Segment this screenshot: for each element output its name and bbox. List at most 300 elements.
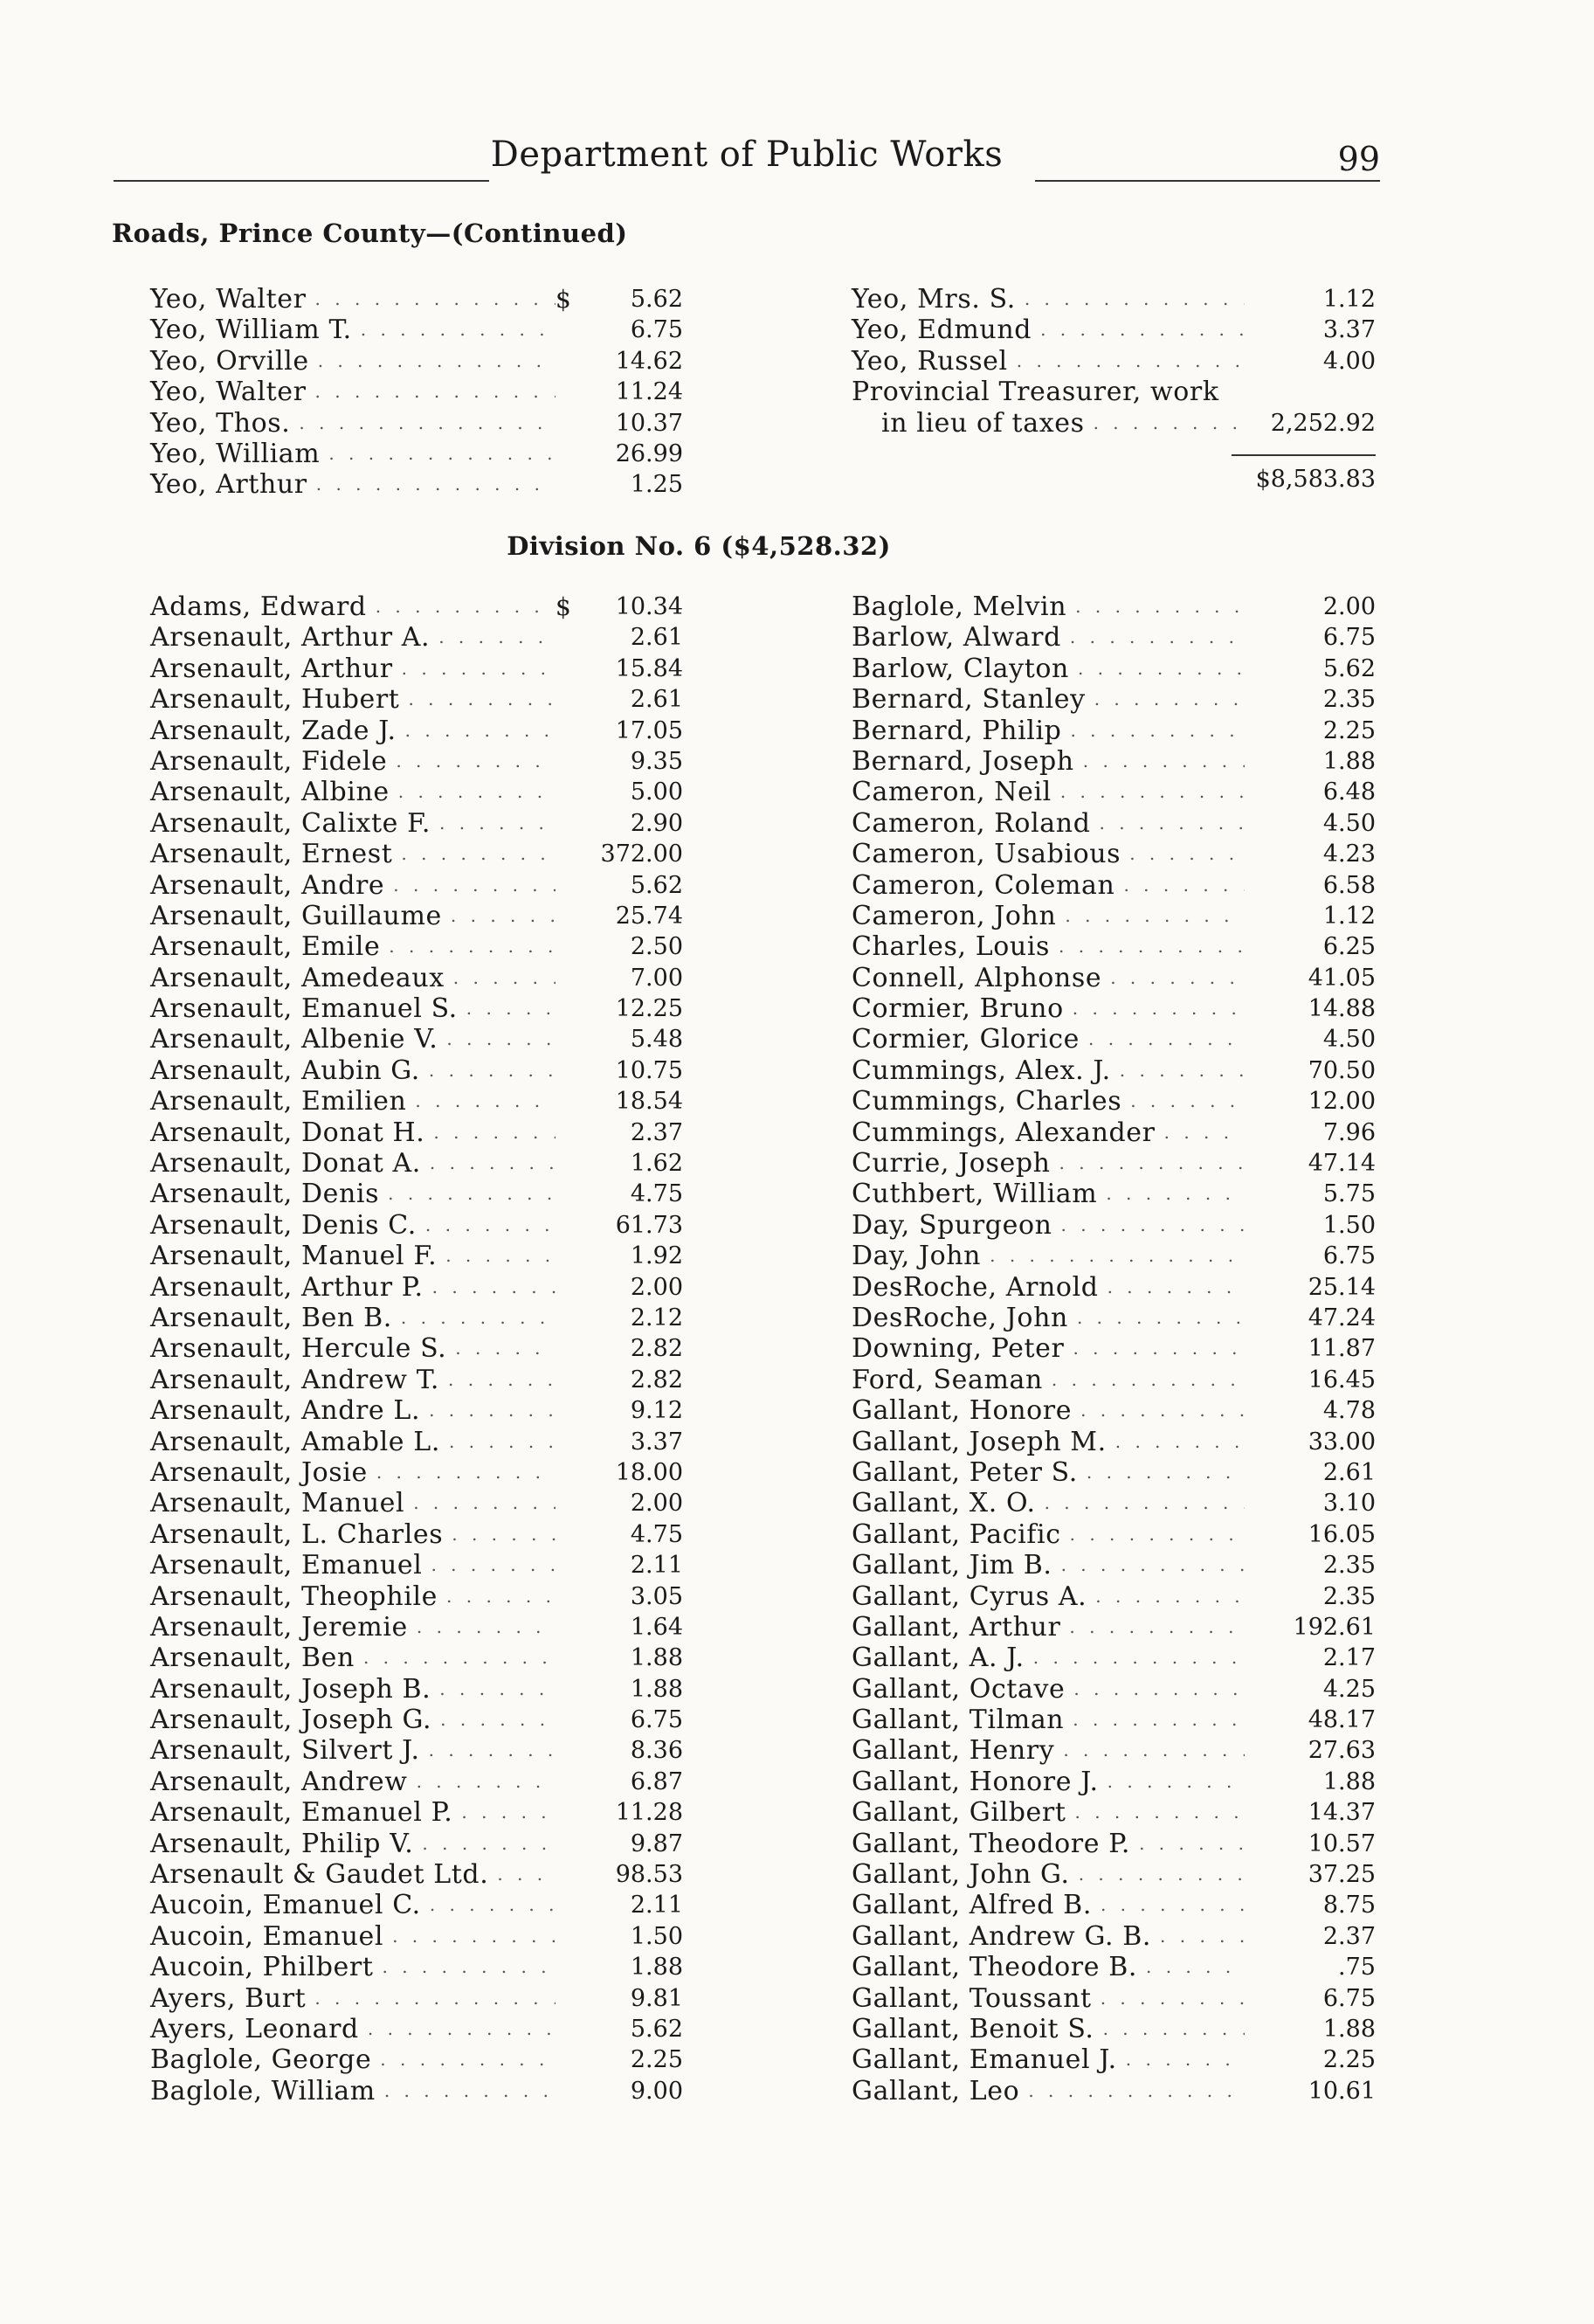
dot-leader [290, 408, 555, 439]
payee-name: Bernard, Joseph [852, 745, 1074, 777]
dot-leader [431, 1674, 555, 1705]
payment-amount: 9.87 [630, 1829, 683, 1857]
payee-name: DesRoche, John [852, 1302, 1068, 1333]
payee-name: Ayers, Burt [150, 1982, 307, 2014]
payee-name: Gallant, Leo [852, 2075, 1020, 2106]
dot-leader [383, 1921, 555, 1952]
continued-list-right [852, 284, 1376, 439]
ledger-row [150, 1519, 683, 1550]
ledger-row [150, 1550, 683, 1580]
dot-leader [1054, 1735, 1245, 1766]
payee-name: Yeo, William [150, 438, 321, 469]
ledger-row [150, 315, 683, 345]
ledger-row [852, 346, 1376, 377]
ledger-row [150, 1179, 683, 1209]
ledger-row [150, 622, 683, 653]
dot-leader [392, 839, 555, 869]
payee-name: Ayers, Leonard [150, 2013, 359, 2044]
ledger-row [150, 1148, 683, 1179]
payee-name: Arsenault, Jeremie [150, 1611, 408, 1643]
payee-name: Yeo, Walter [150, 284, 307, 315]
ledger-row [852, 684, 1376, 715]
payee-name: Arsenault, Manuel [150, 1488, 405, 1519]
payee-name: Arsenault, Zade J. [150, 715, 397, 746]
ledger-row [852, 1797, 1376, 1828]
payee-name: Gallant, Alfred B. [852, 1890, 1092, 1921]
ledger-row [150, 1024, 683, 1055]
payment-amount: 2.25 [1322, 716, 1376, 744]
payment-amount: 11.24 [615, 378, 683, 406]
payee-name: Arsenault, Andre L. [150, 1395, 421, 1427]
dot-leader [1070, 1859, 1245, 1890]
payment-amount: 2.90 [630, 809, 683, 837]
payee-name: Cameron, Usabious [852, 839, 1121, 870]
dot-leader [1092, 1983, 1245, 2014]
dot-leader [437, 1241, 555, 1271]
ledger-row [150, 1055, 683, 1086]
payee-name: Gallant, Toussant [852, 1982, 1092, 2014]
payee-name: Arsenault & Gaudet Ltd. [150, 1859, 489, 1891]
dot-leader [421, 1890, 555, 1920]
payee-name: Barlow, Alward [852, 622, 1061, 654]
ledger-row [852, 1117, 1376, 1148]
dot-leader [306, 1983, 555, 2014]
payee-name: Gallant, Gilbert [852, 1797, 1066, 1829]
dot-leader [371, 2044, 555, 2075]
payee-name: Arsenault, Ben B. [150, 1302, 392, 1333]
dot-leader [379, 1179, 555, 1209]
payment-amount: 10.75 [615, 1056, 683, 1084]
dot-leader [1016, 284, 1245, 315]
payment-amount: 9.35 [630, 747, 683, 775]
ledger-row [150, 1427, 683, 1457]
payee-name: Bernard, Stanley [852, 684, 1086, 716]
payee-name: Gallant, Henry [852, 1735, 1055, 1767]
dot-leader [387, 746, 555, 777]
payment-amount: 26.99 [615, 439, 683, 467]
payee-name: Baglole, Melvin [852, 591, 1067, 622]
ledger-row [150, 746, 683, 777]
ledger-row [852, 931, 1376, 962]
ledger-row [852, 1612, 1376, 1643]
payment-amount: 41.05 [1308, 964, 1376, 992]
ledger-row [852, 1179, 1376, 1209]
dot-leader [445, 963, 555, 993]
ledger-row [852, 1859, 1376, 1890]
dot-leader [1091, 808, 1246, 839]
payment-amount: 33.00 [1308, 1428, 1376, 1456]
ledger-row [852, 654, 1376, 684]
dot-leader [1117, 2044, 1245, 2075]
page-title: Department of Public Works [490, 135, 1004, 175]
payment-amount: 6.75 [630, 1706, 683, 1734]
dot-leader [1036, 1488, 1245, 1518]
payee-name: Yeo, Mrs. S. [852, 284, 1016, 315]
payee-name: Gallant, Theodore B. [852, 1952, 1137, 1983]
ledger-row [150, 1365, 683, 1395]
ledger-row [852, 2044, 1376, 2075]
ledger-row [852, 1303, 1376, 1333]
payment-amount: 1.88 [630, 1644, 683, 1672]
dot-leader [420, 1395, 555, 1426]
ledger-row [150, 1767, 683, 1797]
dot-leader [1121, 839, 1245, 869]
payee-name: Cormier, Glorice [852, 1024, 1080, 1055]
dot-leader [452, 1797, 555, 1828]
payee-name: Arsenault, Emanuel [150, 1550, 423, 1581]
dot-leader [431, 1705, 555, 1735]
payment-amount: 2,252.92 [1270, 409, 1376, 437]
payment-amount: 192.61 [1293, 1613, 1376, 1641]
payment-amount: 5.62 [630, 286, 683, 313]
ledger-row [150, 1395, 683, 1426]
dot-leader [1064, 1705, 1245, 1735]
dot-leader [438, 1024, 555, 1055]
payment-amount: 4.25 [1322, 1675, 1376, 1703]
payment-amount: 98.53 [615, 1861, 683, 1889]
payee-name: Arsenault, Emanuel S. [150, 993, 458, 1025]
payee-name: Downing, Peter [852, 1333, 1065, 1365]
dot-leader [380, 931, 555, 962]
ledger-row [852, 1890, 1376, 1920]
dot-leader [1069, 654, 1245, 684]
payee-name: Cummings, Alex. J. [852, 1055, 1111, 1086]
dot-leader [355, 1643, 555, 1673]
ledger-row [852, 1148, 1376, 1179]
payee-name: Cummings, Charles [852, 1086, 1122, 1117]
dot-leader [1074, 746, 1245, 777]
payment-amount: 9.00 [630, 2077, 683, 2105]
ledger-row [852, 777, 1376, 807]
ledger-row [852, 1983, 1376, 2014]
payee-name: Arsenault, Emilien [150, 1086, 407, 1117]
ledger-row [852, 1055, 1376, 1086]
ledger-row [852, 1829, 1376, 1859]
payee-name: Arsenault, Hubert [150, 684, 400, 716]
ledger-row [852, 1643, 1376, 1673]
dot-leader [1066, 1797, 1245, 1828]
payment-amount: 2.37 [1322, 1922, 1376, 1950]
dot-leader [1068, 1303, 1245, 1333]
ledger-row [150, 1581, 683, 1612]
payee-name: Arsenault, Emanuel P. [150, 1797, 453, 1829]
dot-leader [1111, 1055, 1245, 1086]
dot-leader [438, 1581, 555, 1612]
dot-leader [446, 1333, 555, 1364]
payee-name: Yeo, Thos. [150, 407, 291, 439]
ledger-row [150, 469, 683, 500]
ledger-row [150, 1674, 683, 1705]
dot-leader [1032, 315, 1245, 345]
payee-name: Gallant, Jim B. [852, 1550, 1052, 1581]
currency-symbol: $ [555, 592, 571, 621]
section-total: $8,583.83 [1255, 466, 1376, 493]
currency-symbol: $ [555, 285, 571, 314]
payee-name: Gallant, X. O. [852, 1488, 1036, 1519]
ledger-row [150, 870, 683, 901]
payee-name: Gallant, John G. [852, 1859, 1070, 1891]
payment-amount: 3.05 [630, 1582, 683, 1610]
ledger-row [150, 808, 683, 839]
payment-amount: 4.78 [1322, 1397, 1376, 1425]
payment-amount: 16.05 [1308, 1520, 1376, 1548]
payee-name: Yeo, Arthur [150, 469, 307, 501]
dot-leader [1085, 408, 1245, 439]
ledger-row [852, 963, 1376, 993]
payment-amount: 1.62 [630, 1150, 683, 1178]
payee-name: Arsenault, Hercule S. [150, 1333, 447, 1365]
dot-leader [307, 469, 555, 500]
payee-name: Adams, Edward [150, 591, 367, 622]
ledger-row [150, 654, 683, 684]
ledger-row [150, 963, 683, 993]
ledger-row [150, 591, 683, 622]
payee-name: Arsenault, Albine [150, 777, 390, 808]
ledger-row [150, 1488, 683, 1518]
ledger-row [150, 1333, 683, 1364]
dot-leader [1097, 1179, 1245, 1209]
dot-leader [431, 808, 555, 839]
dot-leader [408, 1767, 555, 1797]
payment-amount: 372.00 [600, 840, 683, 868]
payment-amount: 16.45 [1308, 1366, 1376, 1394]
ledger-row [150, 1797, 683, 1828]
ledger-row [852, 1365, 1376, 1395]
ledger-row [852, 2076, 1376, 2106]
dot-leader [424, 1272, 555, 1303]
ledger-row [852, 839, 1376, 869]
payment-amount: 1.50 [1322, 1211, 1376, 1239]
payment-amount: 14.62 [615, 347, 683, 375]
payment-amount: 8.75 [1322, 1892, 1376, 1919]
ledger-row [150, 1303, 683, 1333]
ledger-row [150, 284, 683, 315]
dot-leader [352, 315, 555, 345]
header-rule-right [1035, 180, 1380, 182]
ledger-row [852, 1333, 1376, 1364]
payment-amount: 2.00 [630, 1490, 683, 1518]
ledger-row [852, 901, 1376, 931]
payee-name: Gallant, Theodore P. [852, 1828, 1131, 1859]
payment-amount: 1.50 [630, 1922, 683, 1950]
dot-leader [421, 1148, 555, 1179]
ledger-row [852, 1210, 1376, 1241]
payment-amount: 48.17 [1308, 1706, 1376, 1734]
dot-leader [1064, 993, 1245, 1024]
payment-amount: 2.82 [630, 1366, 683, 1394]
payee-name: Aucoin, Emanuel C. [150, 1890, 421, 1921]
payee-name: Charles, Louis [852, 931, 1051, 963]
dot-leader [1064, 1333, 1245, 1364]
dot-leader [404, 1488, 555, 1518]
payment-amount: 9.12 [630, 1397, 683, 1425]
dot-leader [359, 2014, 555, 2044]
dot-leader [1137, 1952, 1245, 1982]
dot-leader [1087, 1581, 1245, 1612]
ledger-row [150, 777, 683, 807]
ledger-row [150, 1612, 683, 1643]
ledger-row [150, 1983, 683, 2014]
payment-amount: 6.58 [1322, 871, 1376, 899]
ledger-row [852, 1427, 1376, 1457]
payment-amount: 27.63 [1308, 1737, 1376, 1765]
payee-name: Arsenault, Amable L. [150, 1426, 440, 1457]
division-list-left [150, 591, 683, 2106]
dot-leader [307, 284, 555, 315]
payment-amount: 25.74 [615, 902, 683, 930]
payment-amount: 4.75 [630, 1520, 683, 1548]
payee-name: Gallant, Joseph M. [852, 1426, 1107, 1457]
payment-amount: 11.87 [1308, 1335, 1376, 1363]
payment-amount: .75 [1338, 1954, 1376, 1982]
dot-leader [981, 1241, 1245, 1271]
dot-leader [1078, 1457, 1245, 1488]
division-list-right [852, 591, 1376, 2106]
dot-leader [392, 1303, 555, 1333]
payee-name: Cuthbert, William [852, 1179, 1098, 1210]
dot-leader [307, 377, 555, 407]
payee-name: Arsenault, Joseph G. [150, 1705, 432, 1736]
dot-leader [1051, 1148, 1245, 1179]
payment-amount: 2.12 [630, 1304, 683, 1331]
ledger-row [852, 870, 1376, 901]
payment-amount: 5.00 [630, 778, 683, 806]
payee-name: Arsenault, Philip V. [150, 1828, 414, 1859]
header-rule-left [114, 180, 489, 182]
payee-name: Ford, Seaman [852, 1364, 1043, 1395]
payee-name: Yeo, Orville [150, 345, 309, 377]
payee-name: Arsenault, Albenie V. [150, 1024, 438, 1055]
payee-name: Gallant, Peter S. [852, 1456, 1078, 1488]
payee-name: Arsenault, Joseph B. [150, 1673, 431, 1705]
ledger-row [852, 315, 1376, 345]
dot-leader [1008, 346, 1245, 377]
payee-name: Gallant, Pacific [852, 1518, 1061, 1550]
payment-amount: 10.34 [615, 593, 683, 620]
payment-amount: 17.05 [615, 716, 683, 744]
payee-name: Yeo, Edmund [852, 315, 1032, 346]
payee-name: Gallant, Honore J. [852, 1766, 1099, 1797]
payee-name: Cameron, Roland [852, 807, 1091, 839]
payment-amount: 37.25 [1308, 1861, 1376, 1889]
payment-amount: 1.12 [1322, 286, 1376, 313]
ledger-row [852, 1488, 1376, 1518]
payee-name: Arsenault, Aubin G. [150, 1055, 420, 1086]
payee-name: Arsenault, Manuel F. [150, 1241, 438, 1272]
payee-name: Arsenault, L. Charles [150, 1518, 444, 1550]
ledger-row [852, 622, 1376, 653]
payment-amount: 7.96 [1322, 1118, 1376, 1146]
payee-name: Arsenault, Amedeaux [150, 962, 445, 993]
payment-amount: 2.61 [1322, 1458, 1376, 1486]
dot-leader [1130, 1829, 1245, 1859]
payee-name: Baglole, William [150, 2075, 376, 2106]
dot-leader [1107, 1427, 1245, 1457]
division-heading: Division No. 6 ($4,528.32) [507, 531, 891, 561]
ledger-row [852, 1086, 1376, 1117]
dot-leader [1099, 1767, 1245, 1797]
payment-amount: 3.10 [1322, 1490, 1376, 1518]
ledger-row [150, 716, 683, 746]
ledger-row [150, 931, 683, 962]
payee-name: Arsenault, Arthur P. [150, 1271, 424, 1303]
payee-name: Gallant, Andrew G. B. [852, 1920, 1152, 1952]
payment-amount: 8.36 [630, 1737, 683, 1765]
ledger-row [852, 591, 1376, 622]
dot-leader [397, 716, 555, 746]
dot-leader [1043, 1365, 1245, 1395]
ledger-row [150, 1086, 683, 1117]
dot-leader [422, 1550, 555, 1580]
payment-amount: 6.87 [630, 1767, 683, 1795]
payee-name: Arsenault, Arthur A. [150, 622, 431, 654]
dot-leader [488, 1859, 555, 1890]
payment-amount: 6.48 [1322, 778, 1376, 806]
payment-amount: 2.00 [630, 1273, 683, 1301]
ledger-row [150, 1952, 683, 1982]
payment-amount: 11.28 [615, 1799, 683, 1827]
dot-leader [1066, 591, 1245, 622]
ledger-row [150, 439, 683, 469]
payment-amount: 1.88 [630, 1675, 683, 1703]
payment-amount: 4.00 [1322, 347, 1376, 375]
dot-leader [1065, 1674, 1245, 1705]
payee-name: Cormier, Bruno [852, 993, 1064, 1025]
ledger-row [150, 346, 683, 377]
dot-leader [399, 684, 555, 715]
payee-name: Aucoin, Emanuel [150, 1920, 384, 1952]
payment-amount: 2.35 [1322, 1582, 1376, 1610]
payee-name: Arsenault, Josie [150, 1456, 368, 1488]
payment-amount: 4.23 [1322, 840, 1376, 868]
payee-name: Arsenault, Calixte F. [150, 807, 431, 839]
ledger-row [150, 1117, 683, 1148]
payment-amount: 1.88 [1322, 1767, 1376, 1795]
payment-amount: 5.75 [1322, 1180, 1376, 1208]
ledger-row [150, 1272, 683, 1303]
payee-name: DesRoche, Arnold [852, 1271, 1099, 1303]
payment-amount: 2.61 [630, 624, 683, 652]
payee-name: Arsenault, Fidele [150, 745, 388, 777]
dot-leader [1092, 1890, 1245, 1920]
payment-amount: 2.82 [630, 1335, 683, 1363]
payee-name: Cameron, John [852, 900, 1057, 931]
dot-leader [1061, 716, 1245, 746]
ledger-row [150, 1829, 683, 1859]
ledger-row [150, 901, 683, 931]
payment-amount: 2.11 [630, 1892, 683, 1919]
running-header [114, 131, 1380, 183]
dot-leader [1052, 1210, 1245, 1241]
dot-leader [1052, 1550, 1245, 1580]
payment-amount: 2.35 [1322, 686, 1376, 714]
ledger-row [852, 1395, 1376, 1426]
payee-name: Gallant, Cyrus A. [852, 1580, 1087, 1612]
payment-amount: 2.50 [630, 933, 683, 961]
payment-amount: 3.37 [630, 1428, 683, 1456]
payment-amount: 10.57 [1308, 1829, 1376, 1857]
ledger-row [150, 1457, 683, 1488]
payee-name: Arsenault, Silvert J. [150, 1735, 420, 1767]
payment-amount: 10.61 [1308, 2077, 1376, 2105]
payment-amount: 1.64 [630, 1613, 683, 1641]
payee-name: Arsenault, Andre [150, 869, 385, 901]
payee-name: Yeo, William T. [150, 315, 352, 346]
dot-leader [309, 346, 555, 377]
dot-leader [430, 622, 555, 653]
dot-leader [442, 901, 555, 931]
ledger-row [852, 1519, 1376, 1550]
